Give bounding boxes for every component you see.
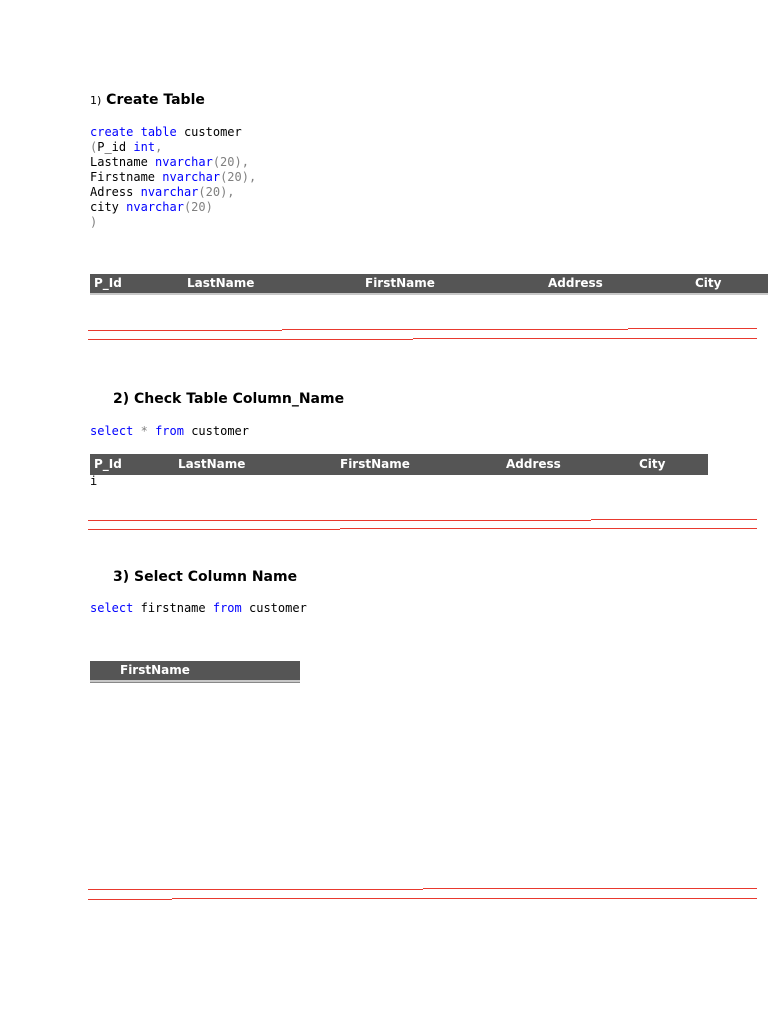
code-identifier: customer xyxy=(191,424,249,438)
rule-line xyxy=(172,898,757,899)
code-punctuation: ( xyxy=(90,140,98,154)
result-row-marker: i xyxy=(90,474,98,488)
column-header-address: Address xyxy=(548,276,603,290)
rule-line xyxy=(88,339,413,340)
code-identifier: firstname xyxy=(140,601,206,615)
section-1-number: 1) xyxy=(90,94,102,107)
table-bottom-border xyxy=(90,682,300,683)
section-1-heading xyxy=(90,92,205,108)
code-punctuation: (20), xyxy=(220,170,257,184)
code-punctuation: * xyxy=(140,424,148,438)
column-header-p-id: P_Id xyxy=(94,276,122,290)
rule-line xyxy=(88,529,340,530)
firstname-result-header xyxy=(90,661,300,680)
column-header-city: City xyxy=(695,276,722,290)
rule-line xyxy=(591,519,757,520)
table-header-underline xyxy=(90,293,768,295)
column-header-firstname: FirstName xyxy=(340,457,410,471)
column-header-lastname: LastName xyxy=(187,276,255,290)
rule-line xyxy=(628,328,757,329)
code-keyword: nvarchar xyxy=(155,155,213,169)
column-header-p-id: P_Id xyxy=(94,457,122,471)
rule-line xyxy=(423,888,757,889)
rule-line xyxy=(413,338,757,339)
code-keyword: nvarchar xyxy=(126,200,184,214)
section-2-heading: 2) Check Table Column_Name xyxy=(113,391,345,407)
code-punctuation: ) xyxy=(90,215,98,229)
code-identifier: P_id xyxy=(97,140,127,154)
code-keyword: select xyxy=(90,601,134,615)
customer-table-header xyxy=(90,274,768,293)
code-punctuation: (20), xyxy=(212,155,249,169)
code-identifier: Lastname xyxy=(90,155,148,169)
select-all-result-header xyxy=(90,454,708,475)
code-keyword: int xyxy=(133,140,156,154)
code-keyword: nvarchar xyxy=(140,185,199,199)
code-identifier: Firstname xyxy=(90,170,156,184)
rule-line xyxy=(340,528,757,529)
section-1-title: Create Table xyxy=(106,92,205,108)
code-keyword: from xyxy=(155,424,184,438)
code-punctuation: (20) xyxy=(183,200,213,214)
column-header-lastname: LastName xyxy=(178,457,246,471)
code-keyword: select xyxy=(90,424,134,438)
code-punctuation: , xyxy=(155,140,163,154)
create-table-code xyxy=(90,125,256,230)
rule-line xyxy=(88,889,423,890)
code-identifier: customer xyxy=(249,601,307,615)
section-3-heading: 3) Select Column Name xyxy=(113,569,298,585)
rule-line xyxy=(282,329,628,330)
code-identifier: Adress xyxy=(90,185,134,199)
rule-line xyxy=(88,899,172,900)
code-keyword: create xyxy=(90,125,134,139)
rule-line xyxy=(88,520,591,521)
column-header-address: Address xyxy=(506,457,561,471)
code-punctuation: (20), xyxy=(198,185,235,199)
select-all-code xyxy=(90,424,249,439)
code-keyword: table xyxy=(140,125,177,139)
code-identifier: customer xyxy=(183,125,242,139)
column-header-city: City xyxy=(639,457,666,471)
select-column-code xyxy=(90,601,307,616)
rule-line xyxy=(88,330,282,331)
code-keyword: nvarchar xyxy=(162,170,221,184)
column-header-firstname: FirstName xyxy=(365,276,435,290)
code-identifier: city xyxy=(90,200,119,214)
code-keyword: from xyxy=(212,601,242,615)
column-header-firstname: FirstName xyxy=(120,663,190,677)
